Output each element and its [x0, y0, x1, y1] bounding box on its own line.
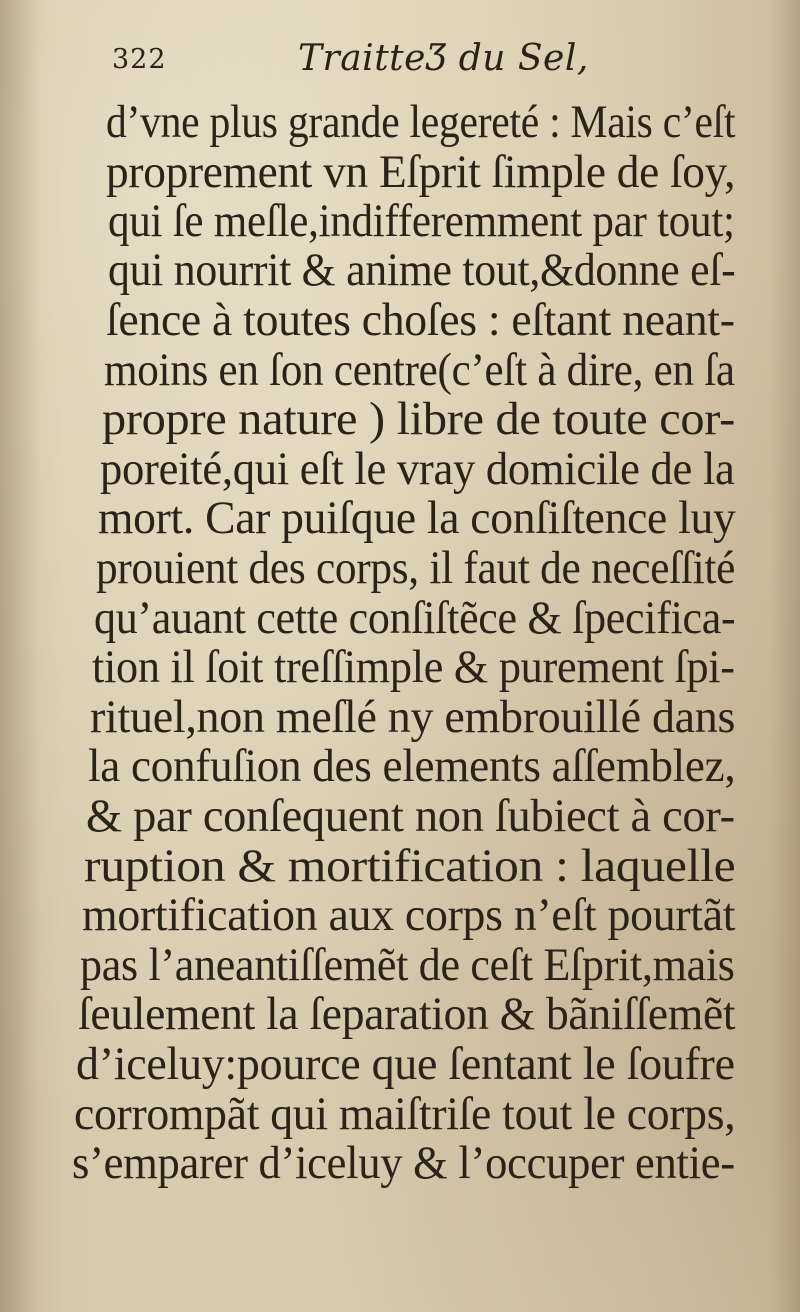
page-header	[112, 38, 740, 94]
page-number: 322	[112, 44, 167, 75]
text-line: qu’auant cette conſiſtẽce & ſpecifica-	[94, 592, 736, 644]
text-line: qui nourrit & anime tout,&donne eſ-	[108, 244, 736, 296]
text-line: d’iceluy:pource que ſentant le ſoufre	[76, 1038, 735, 1090]
text-line: moins en ſon centre(c’eſt à dire, en ſa	[104, 344, 735, 396]
text-line: ſeulement la ſeparation & bãniſſemẽt	[78, 988, 736, 1040]
text-line: qui ſe meſle,indifferemment par tout;	[108, 195, 735, 247]
text-line: tion il ſoit treſſimple & purement ſpi-	[92, 641, 735, 693]
text-line: rituel,non meſlé ny embrouillé dans	[90, 691, 736, 743]
text-line: corrompãt qui maiſtriſe tout le corps,	[74, 1088, 736, 1140]
text-line: la confuſion des elements aſſemblez,	[88, 740, 736, 792]
text-line: proprement vn Eſprit ſimple de ſoy,	[106, 146, 736, 198]
text-line: poreité,qui eſt le vray domicile de la	[100, 443, 735, 495]
text-line: prouient des corps, il faut de neceſſité	[96, 542, 736, 594]
text-line: & par conſequent non ſubiect à cor-	[86, 790, 735, 842]
text-line: pas l’aneantiſſemẽt de ceſt Eſprit,mais	[80, 939, 735, 991]
text-line: mort. Car puiſque la conſiſtence luy	[98, 492, 736, 544]
running-title: TraitteƷ du Sel,	[298, 38, 589, 79]
text-line: ruption & mortification : laquelle	[84, 840, 736, 892]
text-line: s’emparer d’iceluy & l’occuper entie-	[72, 1137, 735, 1189]
text-line: propre nature ) libre de toute cor-	[102, 393, 735, 445]
text-line: d’vne plus grande legereté : Mais c’eſt	[106, 96, 736, 148]
text-line: ſence à toutes choſes : eſtant neant-	[106, 294, 735, 346]
text-line: mortification aux corps n’eſt pourtãt	[82, 889, 736, 941]
